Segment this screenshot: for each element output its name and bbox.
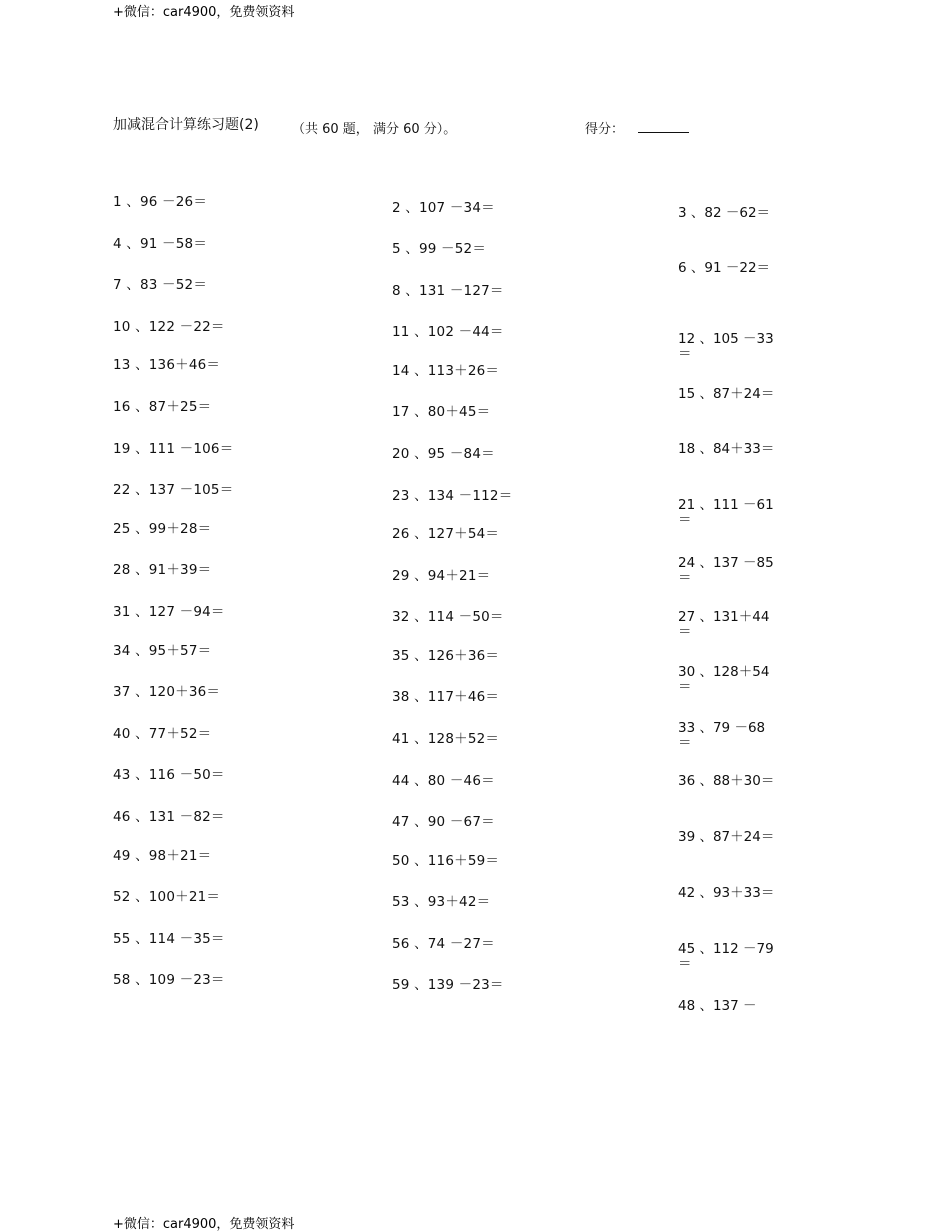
problem-item: 14 、113＋26＝ <box>392 363 500 379</box>
score-blank-line <box>638 132 689 133</box>
problem-item: 35 、126＋36＝ <box>392 648 500 664</box>
problem-item: 11 、102 －44＝ <box>392 324 504 340</box>
problem-item: 42 、93＋33＝ <box>678 885 775 901</box>
problem-item: 45 、112 －79＝ <box>678 941 774 972</box>
problem-item: 21 、111 －61＝ <box>678 497 774 528</box>
problem-item: 47 、90 －67＝ <box>392 814 495 830</box>
problem-item: 12 、105 －33＝ <box>678 331 774 362</box>
problem-item: 55 、114 －35＝ <box>113 931 225 947</box>
problem-item: 3 、82 －62＝ <box>678 205 771 221</box>
problem-item: 39 、87＋24＝ <box>678 829 775 845</box>
problem-item: 13 、136＋46＝ <box>113 357 221 373</box>
watermark-bottom: +微信：car4900，免费领资料 <box>113 1217 295 1232</box>
problem-item: 22 、137 －105＝ <box>113 482 234 498</box>
problem-item: 8 、131 －127＝ <box>392 283 504 299</box>
problem-item: 7 、83 －52＝ <box>113 277 208 293</box>
problem-item: 29 、94＋21＝ <box>392 568 491 584</box>
problem-item: 1 、96 －26＝ <box>113 194 208 210</box>
problem-item: 2 、107 －34＝ <box>392 200 495 216</box>
problem-item: 27 、131＋44＝ <box>678 609 770 640</box>
problem-item: 34 、95＋57＝ <box>113 643 212 659</box>
problem-item: 32 、114 －50＝ <box>392 609 504 625</box>
problem-item: 44 、80 －46＝ <box>392 773 495 789</box>
watermark-top: +微信：car4900，免费领资料 <box>113 5 295 20</box>
problem-item: 52 、100＋21＝ <box>113 889 221 905</box>
problem-item: 36 、88＋30＝ <box>678 773 775 789</box>
problem-item: 58 、109 －23＝ <box>113 972 225 988</box>
score-label: 得分： <box>585 122 625 137</box>
problem-item: 24 、137 －85＝ <box>678 555 774 586</box>
problem-item: 38 、117＋46＝ <box>392 689 500 705</box>
problem-item: 4 、91 －58＝ <box>113 236 208 252</box>
problem-item: 31 、127 －94＝ <box>113 604 225 620</box>
problem-item: 43 、116 －50＝ <box>113 767 225 783</box>
problem-item: 20 、95 －84＝ <box>392 446 495 462</box>
problem-item: 28 、91＋39＝ <box>113 562 212 578</box>
problem-item: 10 、122 －22＝ <box>113 319 225 335</box>
problem-item: 40 、77＋52＝ <box>113 726 212 742</box>
problem-item: 46 、131 －82＝ <box>113 809 225 825</box>
problem-item: 15 、87＋24＝ <box>678 386 775 402</box>
problem-item: 16 、87＋25＝ <box>113 399 212 415</box>
problem-item: 50 、116＋59＝ <box>392 853 500 869</box>
problem-item: 6 、91 －22＝ <box>678 260 771 276</box>
problem-item: 25 、99＋28＝ <box>113 521 212 537</box>
problem-item: 56 、74 －27＝ <box>392 936 495 952</box>
problem-item: 5 、99 －52＝ <box>392 241 487 257</box>
problem-item: 53 、93＋42＝ <box>392 894 491 910</box>
problem-item: 33 、79 －68＝ <box>678 720 766 751</box>
problem-item: 37 、120＋36＝ <box>113 684 221 700</box>
problem-item: 48 、137 － <box>678 998 757 1014</box>
page-subtitle: （共 60 题， 满分 60 分）。 <box>292 122 457 137</box>
problem-item: 49 、98＋21＝ <box>113 848 212 864</box>
problem-item: 18 、84＋33＝ <box>678 441 775 457</box>
problem-item: 23 、134 －112＝ <box>392 488 513 504</box>
problem-item: 17 、80＋45＝ <box>392 404 491 420</box>
problem-item: 19 、111 －106＝ <box>113 441 234 457</box>
problem-item: 30 、128＋54＝ <box>678 664 770 695</box>
problem-item: 26 、127＋54＝ <box>392 526 500 542</box>
problem-item: 59 、139 －23＝ <box>392 977 504 993</box>
problem-item: 41 、128＋52＝ <box>392 731 500 747</box>
page-title: 加减混合计算练习题(2) <box>113 117 259 133</box>
